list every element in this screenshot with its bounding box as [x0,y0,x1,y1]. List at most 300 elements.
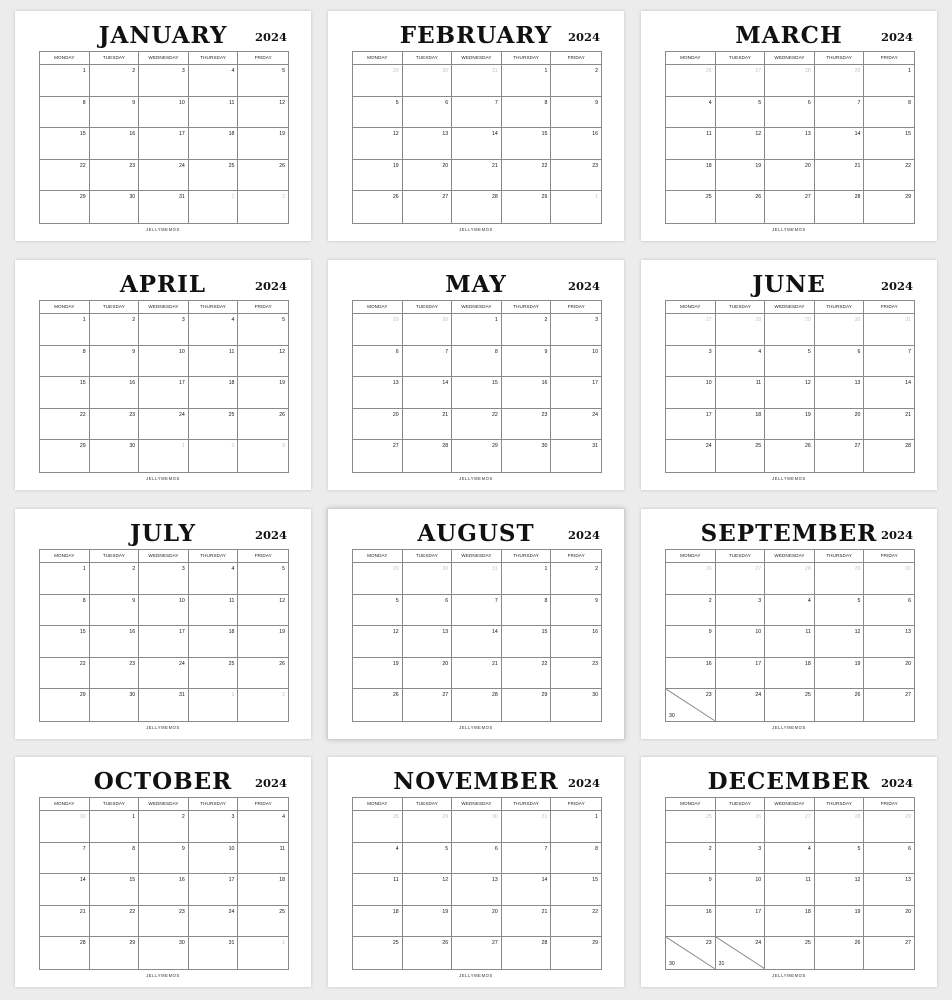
day-cell[interactable] [403,874,453,906]
month-page-december[interactable] [641,757,937,987]
day-cell[interactable] [502,563,552,595]
day-cell-outside-month[interactable] [502,811,552,843]
day-cell-outside-month[interactable] [765,563,815,595]
day-cell[interactable] [551,811,601,843]
day-cell[interactable] [815,128,865,160]
day-cell[interactable] [189,160,239,192]
day-cell[interactable] [189,626,239,658]
day-cell[interactable] [502,595,552,627]
day-cell[interactable] [716,937,766,969]
day-cell-outside-month[interactable] [716,563,766,595]
day-cell-outside-month[interactable] [765,811,815,843]
month-page-may[interactable] [328,260,624,490]
day-cell[interactable] [139,65,189,97]
day-cell[interactable] [139,346,189,378]
day-cell[interactable] [139,128,189,160]
day-cell-outside-month[interactable] [353,563,403,595]
day-cell[interactable] [666,409,716,441]
day-cell[interactable] [815,689,865,721]
day-cell-outside-month[interactable] [551,191,601,223]
day-cell[interactable] [502,937,552,969]
day-cell[interactable] [90,658,140,690]
day-cell[interactable] [40,843,90,875]
day-cell-outside-month[interactable] [353,65,403,97]
day-cell[interactable] [238,346,288,378]
day-cell[interactable] [666,874,716,906]
day-cell[interactable] [864,595,914,627]
day-cell-outside-month[interactable] [139,440,189,472]
day-cell[interactable] [864,346,914,378]
day-cell[interactable] [551,626,601,658]
day-cell[interactable] [864,658,914,690]
day-cell[interactable] [353,658,403,690]
day-cell[interactable] [139,563,189,595]
month-page-february[interactable] [328,11,624,241]
day-cell[interactable] [403,689,453,721]
day-cell[interactable] [90,314,140,346]
day-cell[interactable] [666,626,716,658]
day-cell[interactable] [815,658,865,690]
month-page-july[interactable] [15,509,311,739]
day-cell[interactable] [716,689,766,721]
day-cell[interactable] [815,906,865,938]
day-cell[interactable] [666,191,716,223]
day-cell-outside-month[interactable] [238,191,288,223]
day-cell[interactable] [353,191,403,223]
day-cell[interactable] [238,811,288,843]
day-cell-outside-month[interactable] [452,65,502,97]
day-cell[interactable] [353,128,403,160]
day-cell[interactable] [551,595,601,627]
day-cell[interactable] [502,160,552,192]
day-cell[interactable] [238,97,288,129]
day-cell-outside-month[interactable] [815,563,865,595]
day-cell[interactable] [864,128,914,160]
day-cell[interactable] [40,906,90,938]
day-cell-outside-month[interactable] [189,689,239,721]
day-cell[interactable] [139,811,189,843]
day-cell[interactable] [353,937,403,969]
day-cell[interactable] [452,595,502,627]
day-cell[interactable] [353,843,403,875]
day-cell[interactable] [502,346,552,378]
day-cell[interactable] [403,595,453,627]
day-cell[interactable] [40,160,90,192]
day-cell[interactable] [40,377,90,409]
day-cell[interactable] [716,97,766,129]
day-cell[interactable] [502,191,552,223]
day-cell[interactable] [90,160,140,192]
day-cell[interactable] [551,906,601,938]
day-cell[interactable] [238,563,288,595]
day-cell[interactable] [815,191,865,223]
day-cell[interactable] [815,440,865,472]
day-cell[interactable] [238,626,288,658]
day-cell[interactable] [716,377,766,409]
day-cell[interactable] [452,314,502,346]
day-cell[interactable] [765,409,815,441]
day-cell[interactable] [353,377,403,409]
day-cell[interactable] [403,409,453,441]
day-cell[interactable] [452,626,502,658]
day-cell[interactable] [666,595,716,627]
day-cell[interactable] [40,595,90,627]
day-cell[interactable] [864,874,914,906]
day-cell[interactable] [353,595,403,627]
month-page-april[interactable] [15,260,311,490]
day-cell[interactable] [765,97,815,129]
day-cell[interactable] [666,906,716,938]
day-cell[interactable] [90,191,140,223]
day-cell[interactable] [502,843,552,875]
day-cell[interactable] [90,440,140,472]
day-cell[interactable] [716,595,766,627]
day-cell[interactable] [90,937,140,969]
day-cell[interactable] [189,937,239,969]
day-cell[interactable] [666,843,716,875]
day-cell[interactable] [765,346,815,378]
day-cell[interactable] [502,377,552,409]
day-cell[interactable] [864,191,914,223]
day-cell[interactable] [353,626,403,658]
day-cell[interactable] [452,160,502,192]
day-cell[interactable] [353,97,403,129]
day-cell[interactable] [189,563,239,595]
day-cell[interactable] [716,843,766,875]
day-cell[interactable] [765,843,815,875]
day-cell[interactable] [815,160,865,192]
day-cell[interactable] [353,906,403,938]
day-cell-outside-month[interactable] [189,440,239,472]
day-cell[interactable] [666,440,716,472]
day-cell[interactable] [353,409,403,441]
day-cell[interactable] [189,409,239,441]
day-cell[interactable] [864,689,914,721]
day-cell[interactable] [90,689,140,721]
day-cell[interactable] [403,937,453,969]
day-cell[interactable] [238,160,288,192]
month-page-january[interactable] [15,11,311,241]
day-cell[interactable] [502,440,552,472]
day-cell-outside-month[interactable] [403,314,453,346]
day-cell[interactable] [403,658,453,690]
day-cell[interactable] [765,626,815,658]
day-cell[interactable] [40,658,90,690]
day-cell-outside-month[interactable] [864,811,914,843]
day-cell[interactable] [716,440,766,472]
day-cell[interactable] [40,128,90,160]
day-cell-outside-month[interactable] [403,563,453,595]
day-cell[interactable] [765,377,815,409]
day-cell[interactable] [815,409,865,441]
day-cell[interactable] [452,440,502,472]
day-cell[interactable] [238,377,288,409]
day-cell[interactable] [551,874,601,906]
day-cell[interactable] [452,191,502,223]
day-cell[interactable] [551,314,601,346]
day-cell[interactable] [452,906,502,938]
day-cell[interactable] [502,658,552,690]
day-cell[interactable] [452,377,502,409]
day-cell[interactable] [353,874,403,906]
day-cell[interactable] [551,658,601,690]
day-cell-outside-month[interactable] [864,314,914,346]
month-page-october[interactable] [15,757,311,987]
day-cell[interactable] [551,128,601,160]
day-cell[interactable] [139,689,189,721]
day-cell[interactable] [40,314,90,346]
day-cell[interactable] [139,97,189,129]
day-cell[interactable] [139,314,189,346]
day-cell[interactable] [189,346,239,378]
month-page-march[interactable] [641,11,937,241]
day-cell[interactable] [551,689,601,721]
day-cell[interactable] [551,160,601,192]
day-cell-outside-month[interactable] [716,314,766,346]
day-cell[interactable] [189,65,239,97]
day-cell[interactable] [189,658,239,690]
day-cell-outside-month[interactable] [666,65,716,97]
day-cell[interactable] [90,874,140,906]
day-cell[interactable] [353,689,403,721]
day-cell[interactable] [716,191,766,223]
day-cell[interactable] [551,563,601,595]
day-cell[interactable] [90,128,140,160]
day-cell[interactable] [353,160,403,192]
day-cell-outside-month[interactable] [864,563,914,595]
day-cell[interactable] [139,595,189,627]
day-cell[interactable] [139,937,189,969]
day-cell[interactable] [189,906,239,938]
month-page-november[interactable] [328,757,624,987]
day-cell[interactable] [90,626,140,658]
day-cell[interactable] [765,658,815,690]
day-cell[interactable] [40,191,90,223]
day-cell[interactable] [238,874,288,906]
day-cell[interactable] [139,874,189,906]
day-cell[interactable] [238,595,288,627]
day-cell[interactable] [238,65,288,97]
day-cell[interactable] [666,689,716,721]
day-cell[interactable] [189,595,239,627]
day-cell[interactable] [452,97,502,129]
day-cell-outside-month[interactable] [238,937,288,969]
day-cell[interactable] [238,658,288,690]
day-cell[interactable] [189,128,239,160]
day-cell[interactable] [765,191,815,223]
day-cell[interactable] [139,906,189,938]
day-cell[interactable] [403,160,453,192]
day-cell[interactable] [716,409,766,441]
day-cell[interactable] [864,160,914,192]
day-cell[interactable] [452,409,502,441]
day-cell-outside-month[interactable] [40,811,90,843]
day-cell[interactable] [90,595,140,627]
day-cell[interactable] [403,626,453,658]
day-cell-outside-month[interactable] [452,811,502,843]
day-cell[interactable] [502,906,552,938]
day-cell[interactable] [502,314,552,346]
day-cell[interactable] [90,409,140,441]
day-cell[interactable] [403,843,453,875]
day-cell[interactable] [452,689,502,721]
day-cell[interactable] [666,128,716,160]
day-cell[interactable] [716,874,766,906]
day-cell[interactable] [716,160,766,192]
day-cell[interactable] [90,563,140,595]
month-page-september[interactable] [641,509,937,739]
day-cell-outside-month[interactable] [815,811,865,843]
day-cell[interactable] [452,658,502,690]
day-cell[interactable] [815,346,865,378]
day-cell[interactable] [666,658,716,690]
day-cell[interactable] [40,874,90,906]
day-cell-outside-month[interactable] [716,811,766,843]
day-cell[interactable] [403,377,453,409]
day-cell-outside-month[interactable] [353,314,403,346]
day-cell[interactable] [716,658,766,690]
day-cell[interactable] [502,874,552,906]
day-cell[interactable] [551,377,601,409]
day-cell[interactable] [238,906,288,938]
day-cell-outside-month[interactable] [815,65,865,97]
day-cell[interactable] [864,440,914,472]
day-cell[interactable] [238,409,288,441]
day-cell-outside-month[interactable] [403,811,453,843]
day-cell[interactable] [666,937,716,969]
day-cell[interactable] [189,97,239,129]
day-cell[interactable] [403,191,453,223]
day-cell-outside-month[interactable] [716,65,766,97]
day-cell[interactable] [189,377,239,409]
day-cell[interactable] [551,409,601,441]
day-cell[interactable] [765,440,815,472]
day-cell-outside-month[interactable] [452,563,502,595]
day-cell[interactable] [864,906,914,938]
day-cell[interactable] [238,128,288,160]
day-cell[interactable] [353,440,403,472]
day-cell[interactable] [551,65,601,97]
day-cell[interactable] [139,377,189,409]
day-cell[interactable] [765,874,815,906]
day-cell[interactable] [452,128,502,160]
day-cell[interactable] [40,346,90,378]
day-cell[interactable] [765,689,815,721]
day-cell[interactable] [90,65,140,97]
day-cell-outside-month[interactable] [353,811,403,843]
day-cell[interactable] [551,440,601,472]
day-cell[interactable] [452,874,502,906]
day-cell[interactable] [90,346,140,378]
day-cell[interactable] [40,440,90,472]
day-cell[interactable] [864,97,914,129]
day-cell[interactable] [815,626,865,658]
day-cell[interactable] [765,595,815,627]
day-cell[interactable] [551,97,601,129]
day-cell[interactable] [765,937,815,969]
day-cell[interactable] [40,563,90,595]
day-cell[interactable] [815,843,865,875]
day-cell[interactable] [353,346,403,378]
day-cell[interactable] [452,843,502,875]
day-cell[interactable] [189,314,239,346]
day-cell[interactable] [139,160,189,192]
day-cell[interactable] [452,937,502,969]
day-cell-outside-month[interactable] [189,191,239,223]
day-cell[interactable] [864,843,914,875]
day-cell[interactable] [403,346,453,378]
day-cell[interactable] [139,191,189,223]
day-cell[interactable] [403,97,453,129]
day-cell[interactable] [765,160,815,192]
day-cell[interactable] [452,346,502,378]
day-cell[interactable] [40,409,90,441]
day-cell[interactable] [502,128,552,160]
day-cell[interactable] [716,906,766,938]
day-cell[interactable] [40,937,90,969]
day-cell[interactable] [666,346,716,378]
day-cell[interactable] [502,409,552,441]
day-cell[interactable] [139,409,189,441]
day-cell[interactable] [864,65,914,97]
day-cell[interactable] [864,937,914,969]
day-cell[interactable] [238,843,288,875]
day-cell-outside-month[interactable] [666,314,716,346]
day-cell[interactable] [90,811,140,843]
day-cell-outside-month[interactable] [765,314,815,346]
day-cell[interactable] [551,843,601,875]
month-page-august[interactable] [328,509,624,739]
day-cell[interactable] [864,626,914,658]
day-cell[interactable] [189,811,239,843]
day-cell[interactable] [502,689,552,721]
day-cell-outside-month[interactable] [238,689,288,721]
day-cell[interactable] [716,626,766,658]
day-cell[interactable] [815,874,865,906]
month-page-june[interactable] [641,260,937,490]
day-cell-outside-month[interactable] [815,314,865,346]
day-cell[interactable] [189,843,239,875]
day-cell[interactable] [139,658,189,690]
day-cell-outside-month[interactable] [765,65,815,97]
day-cell[interactable] [90,377,140,409]
day-cell[interactable] [90,97,140,129]
day-cell[interactable] [666,97,716,129]
day-cell[interactable] [864,409,914,441]
day-cell[interactable] [403,128,453,160]
day-cell[interactable] [815,377,865,409]
day-cell-outside-month[interactable] [666,811,716,843]
day-cell-outside-month[interactable] [403,65,453,97]
day-cell[interactable] [40,97,90,129]
day-cell[interactable] [403,440,453,472]
day-cell[interactable] [90,843,140,875]
day-cell-outside-month[interactable] [238,440,288,472]
day-cell[interactable] [502,97,552,129]
day-cell[interactable] [139,843,189,875]
day-cell[interactable] [666,160,716,192]
day-cell[interactable] [40,689,90,721]
day-cell[interactable] [189,874,239,906]
day-cell[interactable] [139,626,189,658]
day-cell[interactable] [864,377,914,409]
day-cell[interactable] [40,626,90,658]
day-cell[interactable] [815,97,865,129]
day-cell[interactable] [765,128,815,160]
day-cell[interactable] [403,906,453,938]
day-cell[interactable] [716,128,766,160]
day-cell[interactable] [716,346,766,378]
